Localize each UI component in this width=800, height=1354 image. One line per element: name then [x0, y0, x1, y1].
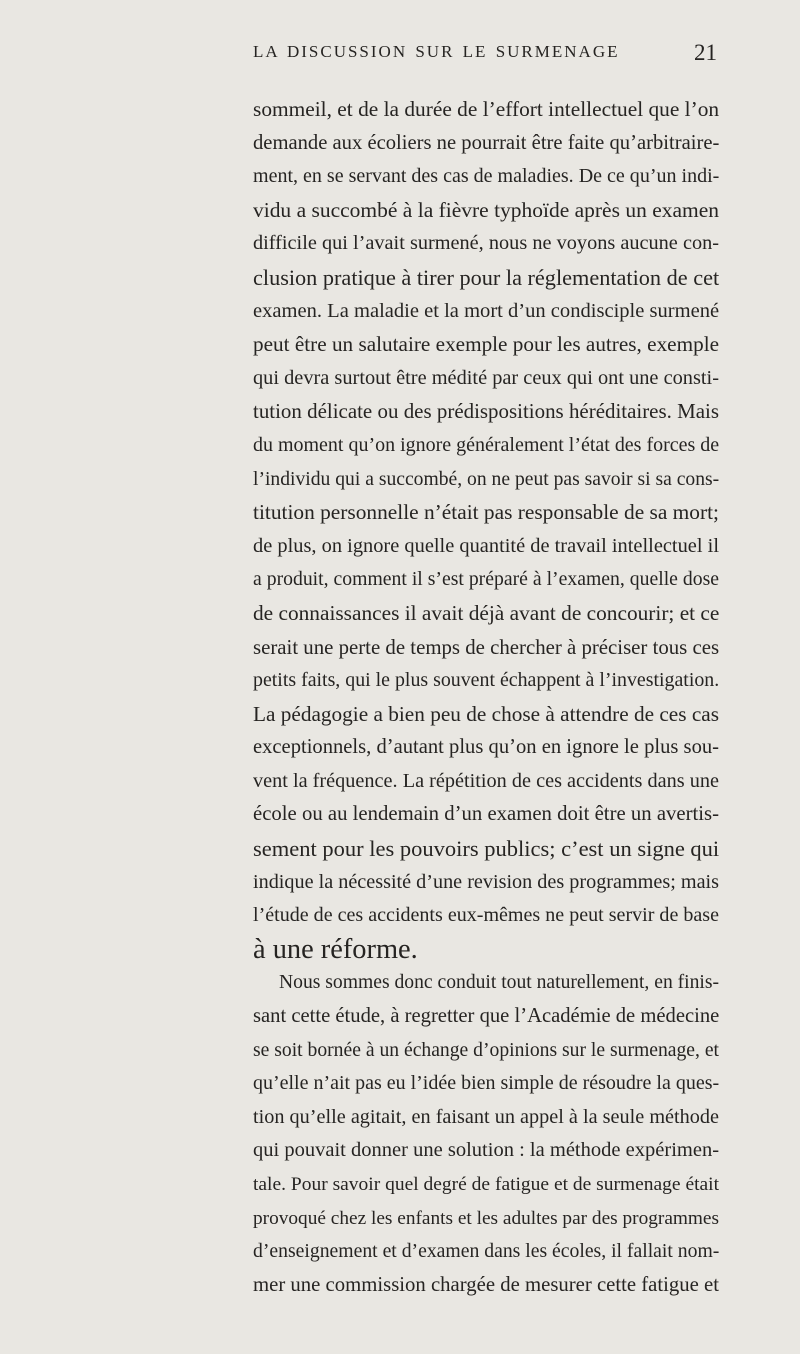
text-line: demande aux écoliers ne pourrait être faite qu’arbitraire-	[253, 131, 720, 154]
text-line: d’enseignement et d’examen dans les écoles, il fallait nom-	[253, 1240, 720, 1263]
text-line: se soit bornée à un échange d’opinions sur le surmenage, et	[253, 1038, 719, 1061]
text-line: de connaissances il avait déjà avant de concourir; et ce	[253, 600, 720, 625]
text-line: sant cette étude, à regretter que l’Académie de médecine	[253, 1005, 720, 1028]
text-line: vidu a succombé à la fièvre typhoïde après un examen	[253, 197, 719, 222]
text-line: La pédagogie a bien peu de chose à attendre de ces cas	[253, 701, 719, 726]
text-line: école ou au lendemain d’un examen doit être un avertis-	[253, 803, 719, 826]
text-line: petits faits, qui le plus souvent échappent à l’investigation.	[253, 669, 720, 692]
text-line: tale. Pour savoir quel degré de fatigue et de surmenage était	[253, 1174, 719, 1195]
text-line: l’individu qui a succombé, on ne peut pas savoir si sa cons-	[253, 468, 720, 490]
text-line: qui devra surtout être médité par ceux qui ont une consti-	[253, 366, 719, 389]
text-line: clusion pratique à tirer pour la réglementation de cet	[253, 264, 720, 290]
text-line: a produit, comment il s’est préparé à l’examen, quelle dose	[253, 568, 719, 591]
text-line: peut être un salutaire exemple pour les autres, exemple	[253, 332, 719, 357]
paragraph-last-line: à une réforme.	[253, 933, 418, 965]
text-line: mer une commission chargée de mesurer cette fatigue et	[253, 1273, 719, 1296]
text-line: provoqué chez les enfants et les adultes par des programmes	[253, 1207, 720, 1229]
text-line: indique la nécessité d’une revision des programmes; mais	[253, 870, 719, 893]
text-line: sement pour les pouvoirs publics; c’est un signe qui	[253, 836, 720, 862]
body-text	[253, 93, 719, 1302]
page-number: 21	[694, 40, 717, 65]
text-line: du moment qu’on ignore généralement l’état des forces de	[253, 433, 720, 456]
text-line: tion qu’elle agitait, en faisant un appel à la seule méthode	[253, 1105, 719, 1128]
running-title: LA DISCUSSION SUR LE SURMENAGE	[253, 42, 620, 61]
text-line: exceptionnels, d’autant plus qu’on en ignore le plus sou-	[253, 736, 719, 759]
text-line: titution personnelle n’était pas responsable de sa mort;	[253, 500, 719, 525]
text-line: sommeil, et de la durée de l’effort intellectuel que l’on	[253, 97, 720, 121]
text-line: l’étude de ces accidents eux-mêmes ne peut servir de base	[253, 904, 719, 927]
text-line: qu’elle n’ait pas eu l’idée bien simple de résoudre la ques-	[253, 1072, 720, 1095]
paragraph-first-line: Nous sommes donc conduit tout naturellement, en finis-	[279, 972, 720, 994]
text-line: ment, en se servant des cas de maladies. De ce qu’un indi-	[253, 165, 720, 188]
text-line: de plus, on ignore quelle quantité de travail intellectuel il	[253, 534, 719, 557]
text-line: examen. La maladie et la mort d’un condisciple surmené	[253, 299, 720, 322]
text-line: difficile qui l’avait surmené, nous ne voyons aucune con-	[253, 232, 719, 255]
text-line: qui pouvait donner une solution : la méthode expérimen-	[253, 1139, 720, 1162]
text-line: serait une perte de temps de chercher à préciser tous ces	[253, 634, 720, 659]
text-line: tution délicate ou des prédispositions héréditaires. Mais	[253, 399, 719, 424]
running-head	[253, 40, 717, 72]
text-line: vent la fréquence. La répétition de ces accidents dans une	[253, 769, 719, 792]
